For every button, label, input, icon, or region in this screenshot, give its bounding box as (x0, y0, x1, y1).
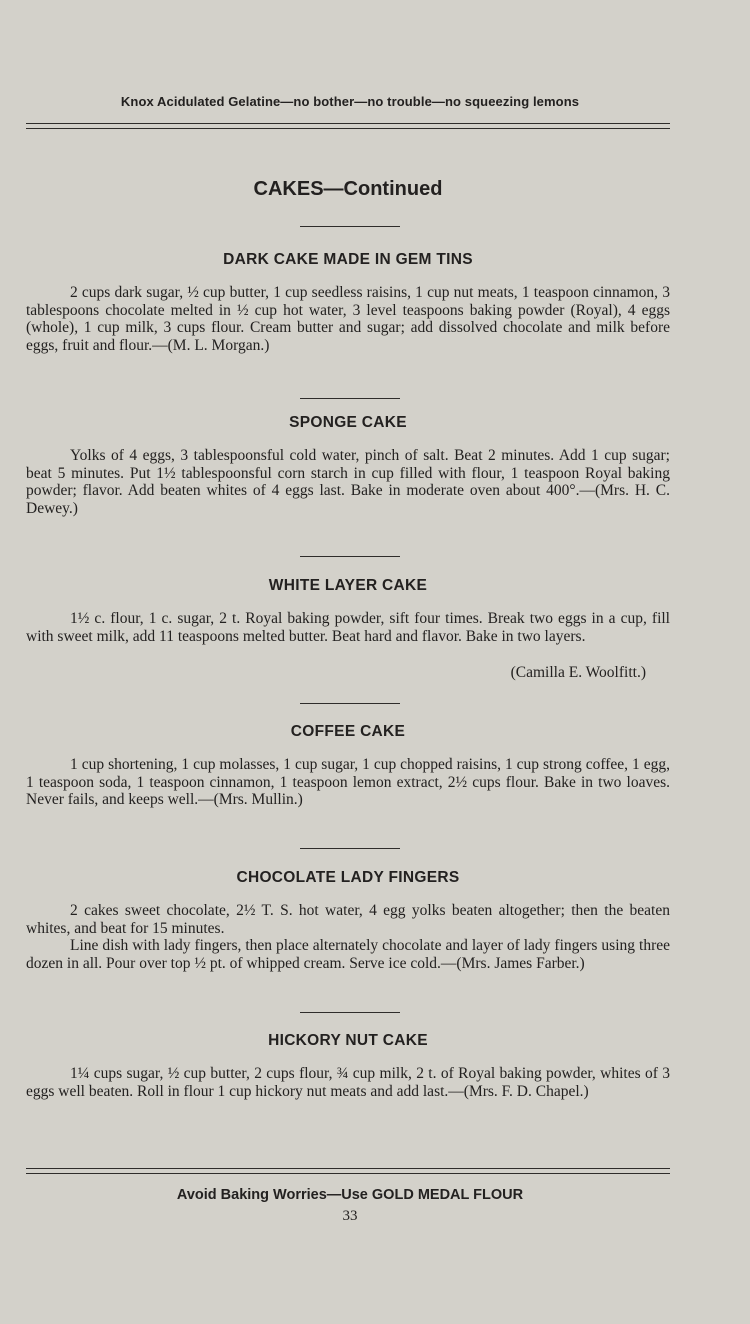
header-tagline: Knox Acidulated Gelatine—no bother—no trouble—no squeezing lemons (120, 94, 580, 109)
recipe-title: HICKORY NUT CAKE (268, 1032, 428, 1049)
divider (300, 556, 400, 557)
divider (300, 226, 400, 227)
header-double-rule (26, 123, 670, 129)
recipe-paragraph: Line dish with lady fingers, then place alternately chocolate and layer of lady fingers using three dozen in all. Pour over top ½ pt. of whipped cream. Serve ice cold.—(Mrs. James Farber.) (26, 937, 670, 973)
recipe-text (26, 284, 670, 355)
recipe-text (26, 1065, 670, 1100)
recipe-text (26, 902, 670, 973)
recipe-title: SPONGE CAKE (289, 414, 407, 431)
recipe-paragraph: 1½ c. flour, 1 c. sugar, 2 t. Royal baking powder, sift four times. Break two eggs in a cup, fill with sweet milk, add 11 teaspoons melted butter. Beat hard and flavor. Bake in two layers. (26, 610, 670, 645)
footer-slogan: Avoid Baking Worries—Use GOLD MEDAL FLOUR (176, 1187, 524, 1203)
divider (300, 848, 400, 849)
recipe-attribution: (Camilla E. Woolfitt.) (510, 664, 646, 681)
recipe-paragraph: Yolks of 4 eggs, 3 tablespoonsful cold water, pinch of salt. Beat 2 minutes. Add 1 cup sugar; beat 5 minutes. Put 1½ tablespoonsful corn starch in cup filled with flour, 1 teaspoon Royal baking powder; flavor. Add beaten whites of 4 eggs last. Bake in moderate oven about 400°.—(Mrs. H. C. Dewey.) (26, 447, 670, 518)
recipe-title: COFFEE CAKE (290, 723, 406, 740)
recipe-paragraph: 1¼ cups sugar, ½ cup butter, 2 cups flour, ¾ cup milk, 2 t. of Royal baking powder, whites of 3 eggs well beaten. Roll in flour 1 cup hickory nut meats and add last.—(Mrs. F. D. Chapel.) (26, 1065, 670, 1100)
recipe-title: DARK CAKE MADE IN GEM TINS (223, 251, 473, 268)
page-number: 33 (342, 1208, 358, 1224)
recipe-text (26, 610, 670, 645)
divider (300, 1012, 400, 1013)
section-title: CAKES—Continued (253, 178, 443, 200)
recipe-text (26, 447, 670, 518)
divider (300, 398, 400, 399)
recipe-paragraph: 2 cups dark sugar, ½ cup butter, 1 cup seedless raisins, 1 cup nut meats, 1 teaspoon cinnamon, 3 tablespoons chocolate melted in ½ cup hot water, 3 level teaspoons baking powder (Royal), 4 eggs (whole), 1 cup milk, 3 cups flour. Cream butter and sugar; add dissolved chocolate and milk before eggs, fruit and flour.—(M. L. Morgan.) (26, 284, 670, 355)
recipe-paragraph: 2 cakes sweet chocolate, 2½ T. S. hot water, 4 egg yolks beaten altogether; then the beaten whites, and beat for 15 minutes. (26, 902, 670, 937)
recipe-text (26, 756, 670, 809)
footer-double-rule (26, 1168, 670, 1174)
divider (300, 703, 400, 704)
recipe-title: CHOCOLATE LADY FINGERS (236, 869, 460, 886)
recipe-paragraph: 1 cup shortening, 1 cup molasses, 1 cup sugar, 1 cup chopped raisins, 1 cup strong coffee, 1 egg, 1 teaspoon soda, 1 teaspoon cinnamon, 1 teaspoon lemon extract, 2½ cups flour. Bake in two loaves. Never fails, and keeps well.—(Mrs. Mullin.) (26, 756, 670, 809)
recipe-title: WHITE LAYER CAKE (268, 577, 428, 594)
